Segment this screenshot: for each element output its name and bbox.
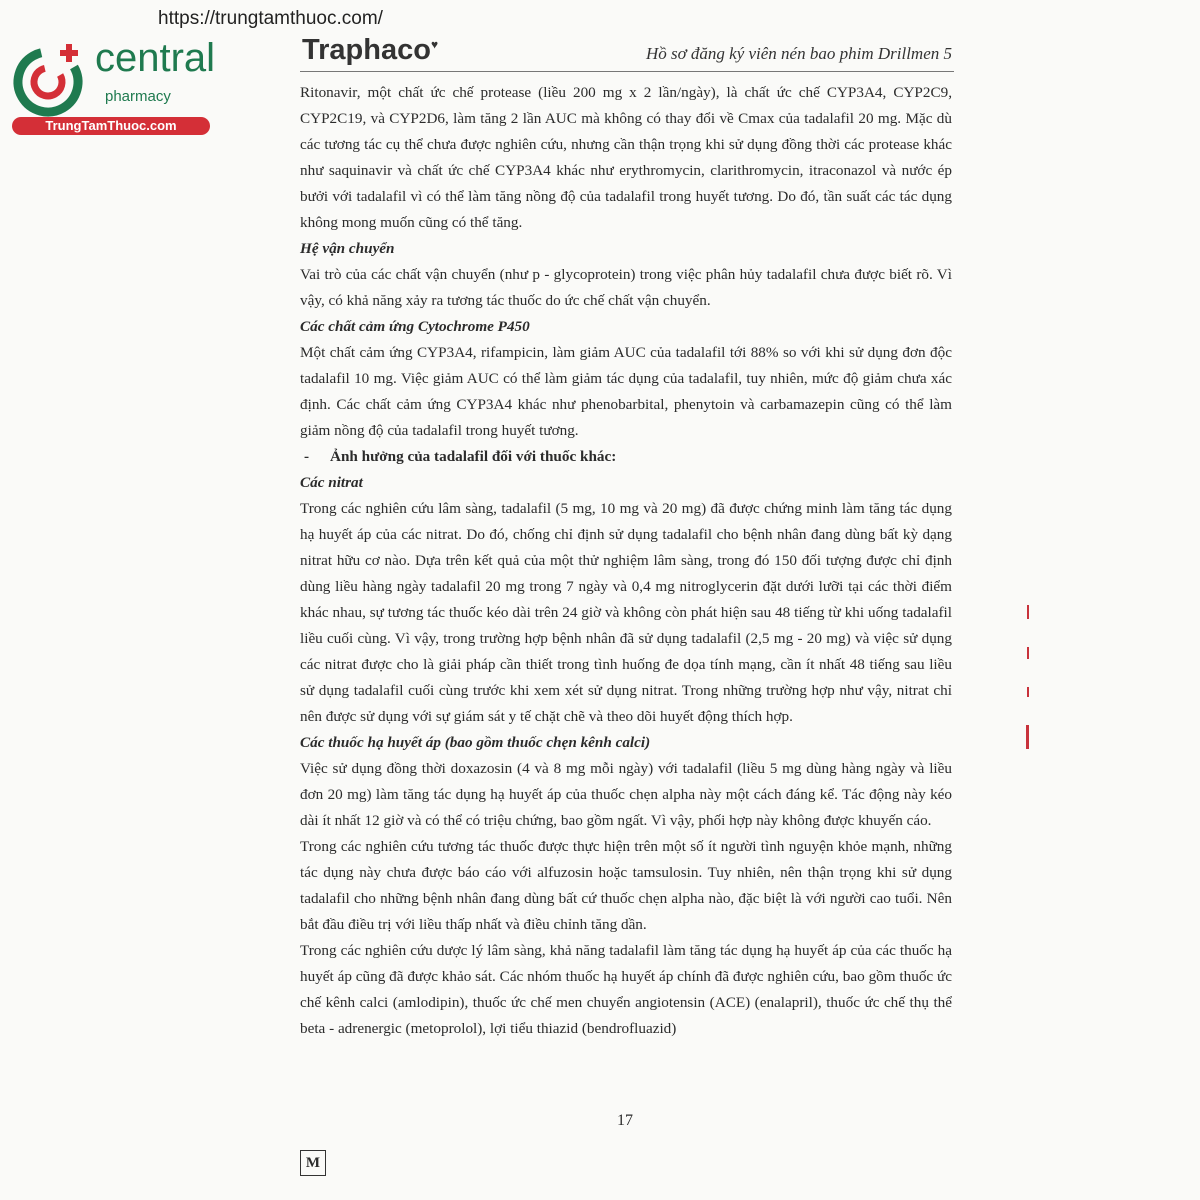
section-heading: Các nitrat <box>300 474 363 491</box>
margin-stamp-marks <box>1020 605 1036 755</box>
watermark-url: https://trungtamthuoc.com/ <box>158 8 383 29</box>
header-rule <box>300 71 954 72</box>
paragraph: Trong các nghiên cứu dược lý lâm sàng, khả năng tadalafil làm tăng tác dụng hạ huyết áp của các thuốc hạ huyết áp cũng đã được khảo sát. Các nhóm thuốc hạ huyết áp chính đã được nghiên cứu, bao gồm thuốc ức chế kênh calci (amlodipin), thuốc ức chế men chuyển angiotensin (ACE) (enalapril), thuốc ức chế thụ thể beta - adrenergic (metoprolol), lợi tiểu thiazid (bendrofluazid) <box>300 942 952 1037</box>
logo-subtitle: pharmacy <box>105 88 171 105</box>
document-title: Hồ sơ đăng ký viên nén bao phim Drillmen 5 <box>645 44 952 63</box>
paragraph: Một chất cảm ứng CYP3A4, rifampicin, làm giảm AUC của tadalafil tới 88% so với khi sử dụng đơn độc tadalafil 10 mg. Việc giảm AUC có thể làm giảm tác dụng của tadalafil, tuy nhiên, mức độ giảm chưa xác định. Các chất cảm ứng CYP3A4 khác như phenobarbital, phenytoin và carbamazepin cũng có thể làm giảm nồng độ của tadalafil trong huyết tương. <box>300 344 952 439</box>
paragraph: Việc sử dụng đồng thời doxazosin (4 và 8 mg mỗi ngày) với tadalafil (liều 5 mg dùng hàng ngày và liều đơn 20 mg) làm tăng tác dụng hạ huyết áp của thuốc chẹn alpha này một cách đáng kể. Tác động này kéo dài ít nhất 12 giờ và có thể có triệu chứng, bao gồm ngất. Vì vậy, phối hợp này không được khuyến cáo. <box>300 760 952 829</box>
logo-word: central <box>95 36 216 80</box>
paragraph: Trong các nghiên cứu lâm sàng, tadalafil (5 mg, 10 mg và 20 mg) đã được chứng minh làm tăng tác dụng hạ huyết áp của các nitrat. Do đó, chống chỉ định sử dụng tadalafil cho bệnh nhân đang dùng bất kỳ dạng nitrat hữu cơ nào. Dựa trên kết quả của một thử nghiệm lâm sàng, trong đó 150 đối tượng được chỉ định dùng liều hàng ngày tadalafil 20 mg trong 7 ngày và 0,4 mg nitroglycerin đặt dưới lưỡi tại các thời điểm khác nhau, sự tương tác thuốc kéo dài trên 24 giờ và không còn phát hiện sau 48 tiếng từ khi uống tadalafil liều cuối cùng. Vì vậy, trong trường hợp bệnh nhân đã sử dụng tadalafil (2,5 mg - 20 mg) và việc sử dụng các nitrat được cho là giải pháp cần thiết trong tình huống đe dọa tính mạng, cần ít nhất 48 tiếng sau liều sử dụng tadalafil cuối cùng trước khi xem xét sử dụng nitrat. Trong những trường hợp như vậy, nitrat chỉ nên được sử dụng với sự giám sát y tế chặt chẽ và theo dõi huyết động thích hợp. <box>300 500 952 725</box>
paragraph: Ritonavir, một chất ức chế protease (liều 200 mg x 2 lần/ngày), là chất ức chế CYP3A4, CYP2C9, CYP2C19, và CYP2D6, làm tăng 2 lần AUC mà không có thay đổi về Cmax của tadalafil 20 mg. Mặc dù các tương tác cụ thể chưa được nghiên cứu, nhưng cần thận trọng khi sử dụng đồng thời các protease khác như saquinavir và chất ức chế CYP3A4 khác như erythromycin, clarithromycin, itraconazol và nước ép bưởi với tadalafil vì có thể làm tăng nồng độ của tadalafil trong huyết tương. Do đó, tần suất các tác dụng không mong muốn cũng có thể tăng. <box>300 84 952 231</box>
paragraph: Vai trò của các chất vận chuyển (như p - glycoprotein) trong việc phân hủy tadalafil chưa được biết rõ. Vì vậy, có khả năng xảy ra tương tác thuốc do ức chế chất vận chuyển. <box>300 266 952 309</box>
bullet-dash: - <box>304 448 310 465</box>
pharmacy-cross-icon <box>10 40 90 120</box>
section-heading: Hệ vận chuyển <box>300 240 395 257</box>
section-heading: Các thuốc hạ huyết áp (bao gồm thuốc chẹn kênh calci) <box>300 734 651 751</box>
brand-name: Traphaco♥ <box>302 34 439 66</box>
page-mark: M <box>300 1150 326 1176</box>
logo-pill: TrungTamThuoc.com <box>12 117 210 135</box>
paragraph: Trong các nghiên cứu tương tác thuốc được thực hiện trên một số ít người tình nguyện khỏe mạnh, những tác dụng này chưa được báo cáo với alfuzosin hoặc tamsulosin. Tuy nhiên, nên thận trọng khi sử dụng tadalafil cho những bệnh nhân đang dùng bất cứ thuốc chẹn alpha nào, đặc biệt là với người cao tuổi. Nên bắt đầu điều trị với liều thấp nhất và điều chỉnh tăng dần. <box>300 838 952 933</box>
bullet-heading-text: Ảnh hưởng của tadalafil đối với thuốc khác: <box>330 448 617 465</box>
bullet-heading <box>300 444 952 470</box>
page-number: 17 <box>617 1112 633 1129</box>
section-heading: Các chất cảm ứng Cytochrome P450 <box>300 318 530 335</box>
document-body <box>300 80 952 1042</box>
